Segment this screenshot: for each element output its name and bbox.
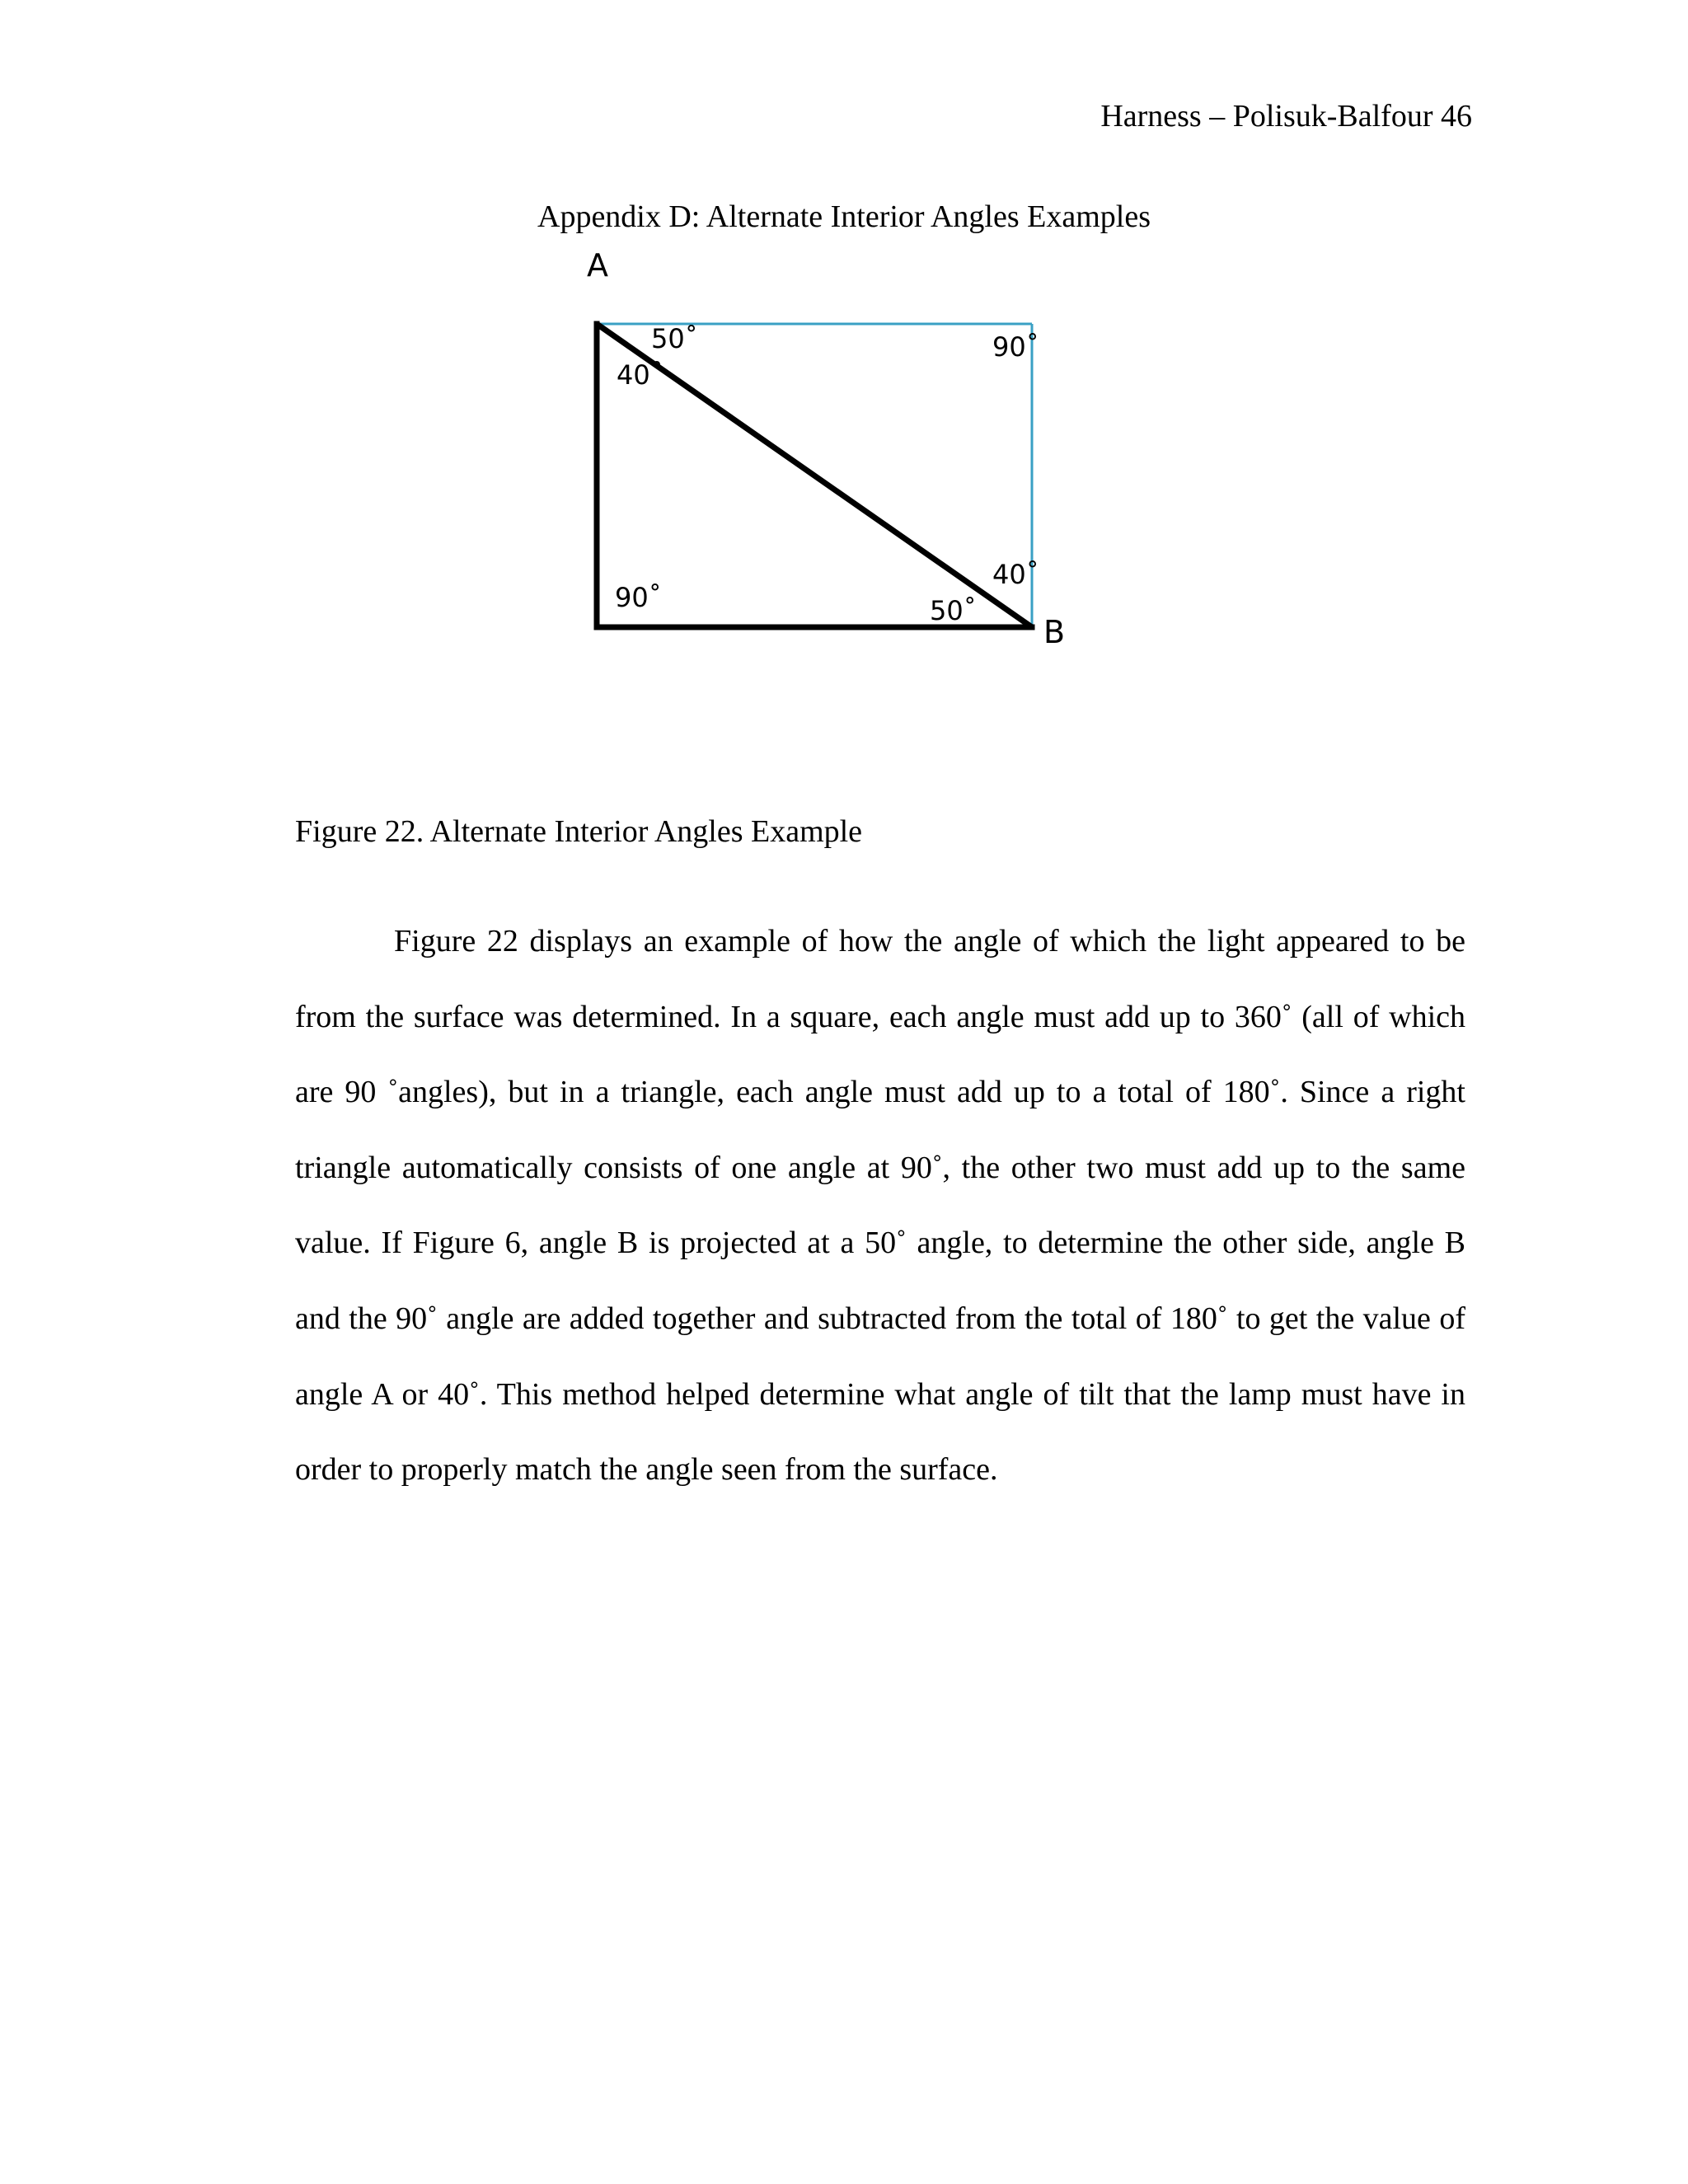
figure-caption: Figure 22. Alternate Interior Angles Example — [295, 814, 863, 849]
body-paragraph: Figure 22 displays an example of how the angle of which the light appeared to be from the surface was determined. In a square, each angle must add up to 360˚ (all of which are 90 ˚angles), but in a triangle, each angle must add up to a total of 180˚. Since a right triangle automatically consists of one angle at 90˚, the other two must add up to the same value. If Figure 6, angle B is projected at a 50˚ angle, to determine the other side, angle B and the 90˚ angle are added together and subtracted from the total of 180˚ to get the value of angle A or 40˚. This method helped determine what angle of tilt that the lamp must have in order to properly match the angle seen from the surface. — [295, 924, 1465, 1488]
angle-label-bottom-left: 90˚ — [615, 582, 662, 613]
vertex-a-label: A — [587, 247, 608, 284]
appendix-title: Appendix D: Alternate Interior Angles Examples — [537, 199, 1151, 234]
vertex-b-label: B — [1043, 614, 1066, 650]
angle-label-b-inner: 50˚ — [930, 595, 977, 626]
angle-label-b-outer: 40˚ — [992, 559, 1039, 590]
angle-label-a-outer: 50˚ — [651, 323, 698, 354]
running-head: Harness – Polisuk-Balfour 46 — [1100, 99, 1472, 134]
angle-label-a-inner: 40˚ — [617, 359, 663, 391]
angle-label-top-right: 90˚ — [992, 331, 1039, 363]
angles-figure — [0, 0, 1688, 742]
